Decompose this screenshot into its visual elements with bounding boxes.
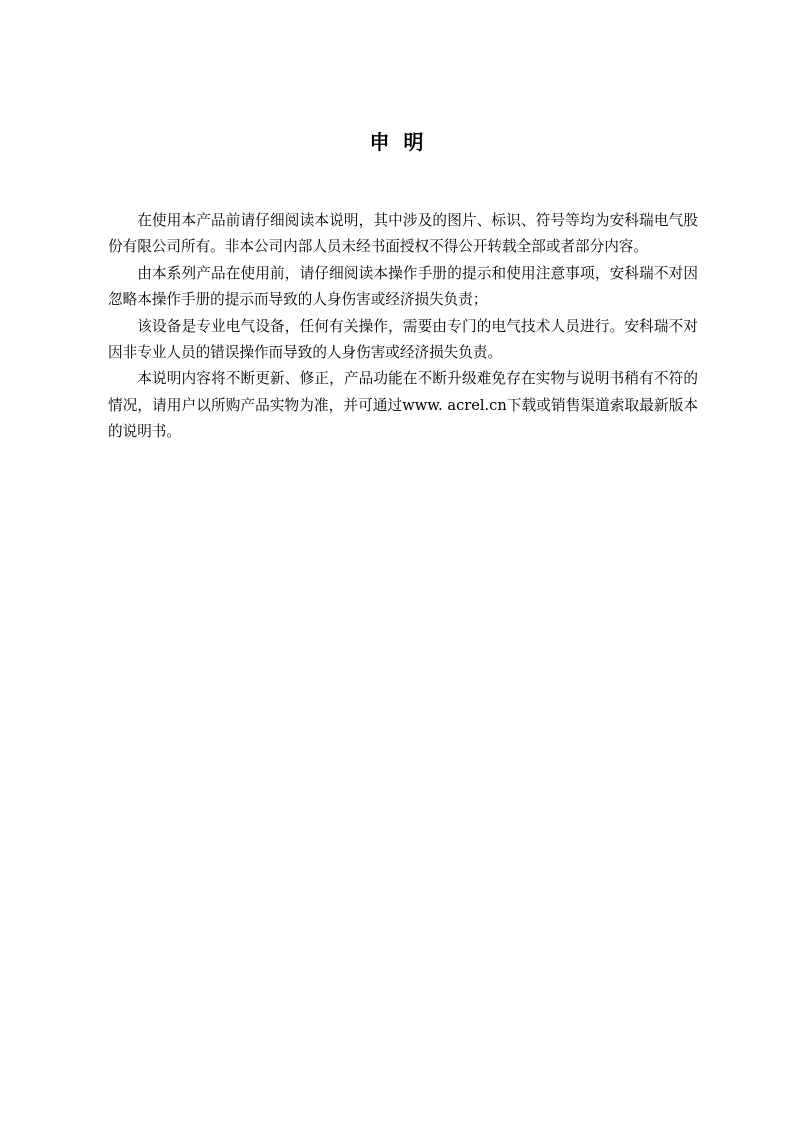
page-title: 申 明: [369, 130, 424, 154]
paragraph-copyright: 在使用本产品前请仔细阅读本说明，其中涉及的图片、标识、符号等均为安科瑞电气股份有限公司所有。非本公司内部人员未经书面授权不得公开转载全部或者部分内容。: [108, 212, 698, 256]
paragraph-usage-notice: 由本系列产品在使用前，请仔细阅读本操作手册的提示和使用注意事项，安科瑞不对因忽略本操作手册的提示而导致的人身伤害或经济损失负责；: [108, 264, 698, 309]
paragraph-professional-operation: 该设备是专业电气设备，任何有关操作，需要由专门的电气技术人员进行。安科瑞不对因非专业人员的错误操作而导致的人身伤害或经济损失负责。: [108, 317, 698, 362]
paragraph-update-notice: 本说明内容将不断更新、修正，产品功能在不断升级难免存在实物与说明书稍有不符的情况，请用户以所购产品实物为准，并可通过www. acrel.cn下载或销售渠道索取最新版本的说明书。: [108, 370, 698, 441]
declaration-body: [108, 208, 698, 446]
